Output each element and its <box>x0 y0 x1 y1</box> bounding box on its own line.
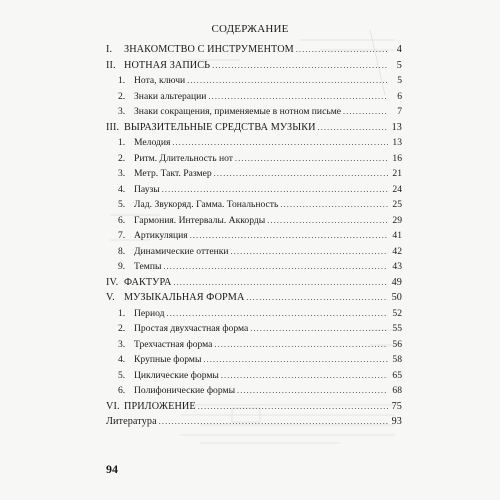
dot-leader <box>187 73 388 88</box>
dot-leader <box>237 383 388 398</box>
toc-entry-number: 6. <box>118 214 126 226</box>
toc-entry-label: Литература <box>106 416 157 427</box>
dot-leader <box>221 368 388 383</box>
toc-entry-page: 68 <box>392 385 402 396</box>
toc-entry-label: ЗНАКОМСТВО С ИНСТРУМЕНТОМ <box>124 44 294 55</box>
dot-leader <box>198 399 388 414</box>
toc-entry-number: IV. <box>106 276 119 288</box>
toc-entry <box>106 337 402 353</box>
toc-entry-number: 8. <box>118 245 126 257</box>
dot-leader <box>167 306 388 321</box>
dot-leader <box>280 197 388 212</box>
toc-entry-number: 1. <box>118 137 126 148</box>
dot-leader <box>173 275 388 290</box>
dot-leader <box>208 89 388 104</box>
toc-entry <box>106 290 402 306</box>
toc-entry-label: Трехчастная форма <box>134 338 213 350</box>
toc-entry-label: Динамические оттенки <box>134 245 229 257</box>
dot-leader <box>162 182 388 197</box>
toc-entry <box>106 383 402 399</box>
toc-entry-page: 5 <box>397 75 402 86</box>
toc-entry <box>106 228 402 244</box>
toc-entry <box>106 182 402 198</box>
toc-entry-page: 42 <box>392 245 402 257</box>
dot-leader <box>250 321 388 336</box>
toc-entry-number: 4. <box>118 183 126 195</box>
dot-leader <box>235 151 388 166</box>
toc-entry <box>106 166 402 182</box>
toc-entry-label: Лад. Звукоряд. Гамма. Тональность <box>134 199 279 210</box>
dot-leader <box>214 337 388 352</box>
toc-entry-page: 29 <box>392 214 402 226</box>
dot-leader <box>203 352 388 367</box>
dot-leader <box>214 166 388 181</box>
toc-entry-number: 4. <box>118 354 126 365</box>
toc-entry-page: 52 <box>392 307 402 319</box>
toc-entry <box>106 42 402 58</box>
toc-entry-page: 13 <box>392 137 402 148</box>
toc-entry-number: II. <box>106 59 116 71</box>
toc-entry-page: 50 <box>391 292 402 303</box>
toc-entry-page: 75 <box>391 400 402 412</box>
toc-entry-label: Гармония. Интервалы. Аккорды <box>134 214 266 226</box>
toc-entry-label: МУЗЫКАЛЬНАЯ ФОРМА <box>124 292 245 303</box>
page-title: СОДЕРЖАНИЕ <box>211 23 289 35</box>
toc-entry <box>106 275 402 291</box>
toc-entry <box>106 151 402 167</box>
toc-entry-label: НОТНАЯ ЗАПИСЬ <box>124 59 211 71</box>
toc-entry-label: ПРИЛОЖЕНИЕ <box>124 400 196 412</box>
toc-entry-label: Темпы <box>134 261 162 272</box>
dot-leader <box>172 135 388 150</box>
toc-entry <box>106 89 402 105</box>
toc-entry-page: 5 <box>396 59 402 71</box>
toc-entry-number: VI. <box>106 400 120 412</box>
toc-entry-label: Знаки сокращения, применяемые в нотном письме <box>134 106 342 117</box>
toc-entry-page: 41 <box>392 230 402 241</box>
toc-entry-label: Метр. Такт. Размер <box>134 168 212 179</box>
toc-entry-page: 24 <box>392 183 402 195</box>
toc-entry <box>106 321 402 337</box>
toc-entry <box>106 58 402 74</box>
toc-entry-label: Полифонические формы <box>134 385 236 396</box>
toc-entry <box>106 197 402 213</box>
toc-entry-number: 5. <box>118 369 126 381</box>
toc-entry-page: 58 <box>392 354 402 365</box>
toc-entry-page: 93 <box>391 416 402 427</box>
toc-entry-label: Мелодия <box>134 137 171 148</box>
toc-entry-page: 65 <box>392 369 402 381</box>
toc-entry-label: ВЫРАЗИТЕЛЬНЫЕ СРЕДСТВА МУЗЫКИ <box>124 121 316 133</box>
toc-entry-page: 21 <box>392 168 402 179</box>
dot-leader <box>343 104 388 119</box>
toc-entry <box>106 414 402 430</box>
dot-leader <box>190 228 388 243</box>
toc-entry <box>106 368 402 384</box>
dot-leader <box>159 414 388 429</box>
dot-leader <box>246 290 388 305</box>
toc-entry <box>106 135 402 151</box>
page-number: 94 <box>106 462 118 476</box>
toc-entry-page: 49 <box>391 276 402 288</box>
toc-entry-page: 16 <box>392 152 402 164</box>
toc-entry <box>106 120 402 136</box>
toc-entry-page: 7 <box>397 106 402 117</box>
toc-entry-number: V. <box>106 292 115 303</box>
toc-entry-label: Артикуляция <box>134 230 188 241</box>
dot-leader <box>231 244 388 259</box>
toc-entry-label: Паузы <box>134 183 160 195</box>
toc-entry <box>106 244 402 260</box>
toc-entry-label: Период <box>134 307 165 319</box>
toc-entry-number: 9. <box>118 261 126 272</box>
toc-entry-number: 2. <box>118 90 126 102</box>
toc-entry-page: 56 <box>392 338 402 350</box>
dot-leader <box>267 213 388 228</box>
toc-entry <box>106 213 402 229</box>
toc-entry-number: I. <box>106 44 113 55</box>
table-of-contents <box>106 42 402 430</box>
toc-entry-page: 4 <box>396 44 402 55</box>
toc-entry-label: Циклические формы <box>134 369 219 381</box>
toc-entry-number: III. <box>106 121 120 133</box>
toc-entry-number: 3. <box>118 338 126 350</box>
toc-entry-number: 5. <box>118 199 126 210</box>
dot-leader <box>212 58 388 73</box>
toc-entry-page: 43 <box>392 261 402 272</box>
toc-entry-number: 3. <box>118 168 126 179</box>
toc-entry-label: ФАКТУРА <box>124 276 172 288</box>
toc-entry <box>106 399 402 415</box>
toc-entry <box>106 73 402 89</box>
dot-leader <box>163 259 388 274</box>
toc-entry <box>106 104 402 120</box>
toc-entry-number: 1. <box>118 75 126 86</box>
toc-entry-page: 55 <box>392 323 402 334</box>
toc-entry <box>106 352 402 368</box>
toc-entry-page: 25 <box>392 199 402 210</box>
toc-entry-label: Знаки альтерации <box>134 90 207 102</box>
dot-leader <box>318 120 388 135</box>
toc-entry-page: 6 <box>397 90 402 102</box>
toc-entry-number: 2. <box>118 152 126 164</box>
toc-entry-number: 7. <box>118 230 126 241</box>
toc-entry-number: 1. <box>118 307 126 319</box>
toc-entry-label: Нота, ключи <box>134 75 186 86</box>
toc-entry-page: 13 <box>391 121 402 133</box>
toc-entry-label: Крупные формы <box>134 354 202 365</box>
dot-leader <box>296 42 388 57</box>
toc-entry <box>106 259 402 275</box>
toc-entry-number: 2. <box>118 323 126 334</box>
toc-entry-label: Простая двухчастная форма <box>134 323 249 334</box>
toc-entry-label: Ритм. Длительность нот <box>134 152 234 164</box>
toc-entry-number: 6. <box>118 385 126 396</box>
toc-entry-number: 3. <box>118 106 126 117</box>
toc-entry <box>106 306 402 322</box>
